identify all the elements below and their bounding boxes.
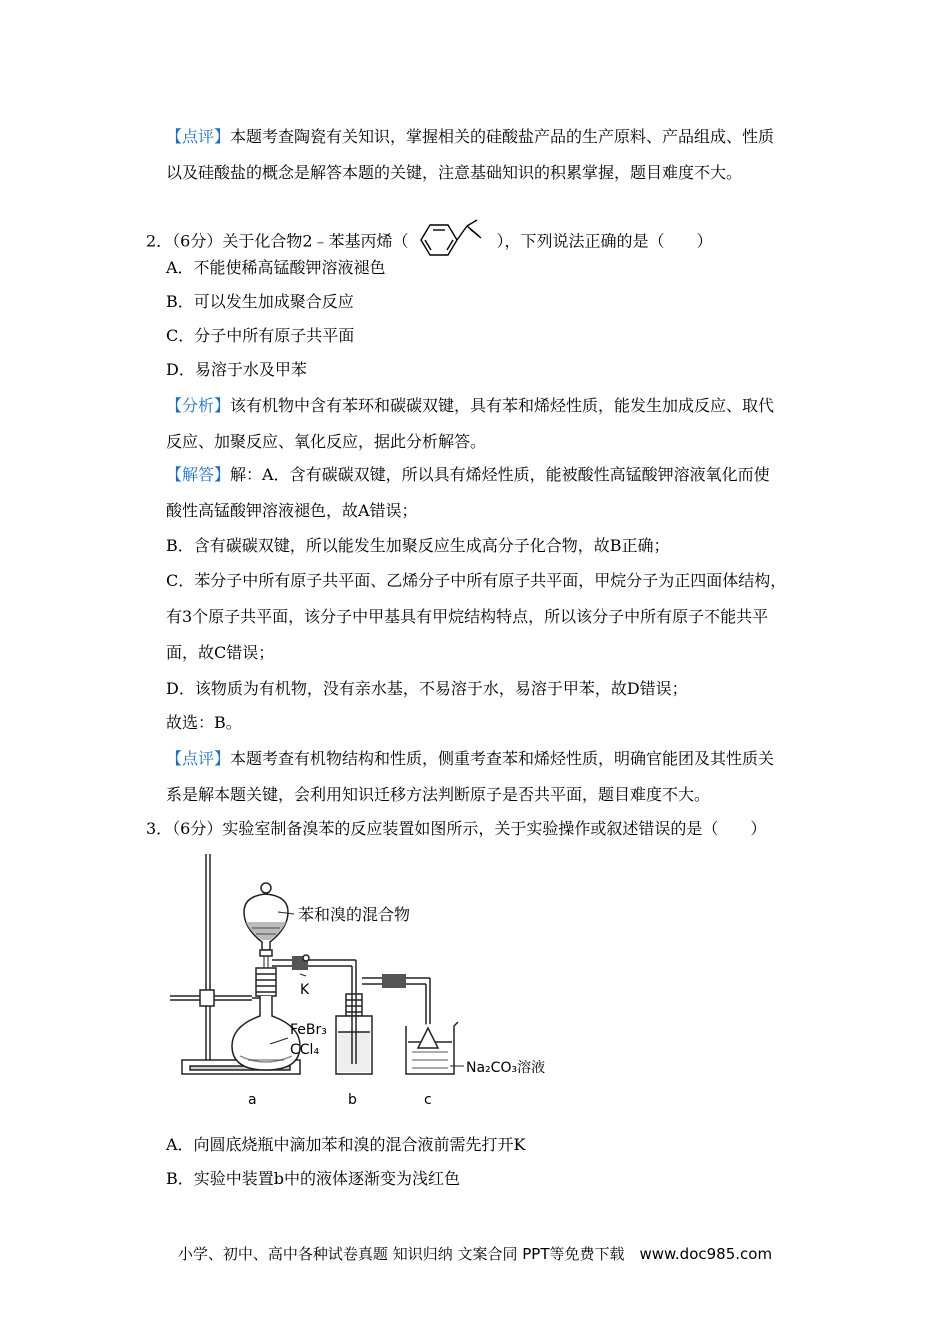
- answer-tag: 【解答】: [166, 465, 231, 484]
- label-ccl4: CCl₄: [290, 1042, 320, 1058]
- q2-review-line-1: 【点评】本题考查有机物结构和性质，侧重考查苯和烯烃性质，明确官能团及其性质关: [166, 749, 775, 768]
- label-c: c: [424, 1092, 432, 1108]
- q2-answer-line-2: 酸性高锰酸钾溶液褪色，故A错误；: [166, 501, 418, 520]
- structure-2-phenylpropene-icon: [409, 218, 497, 258]
- q2-review-line-2: 系是解本题关键，会利用知识迁移方法判断原子是否共平面，题目难度不大。: [166, 785, 711, 804]
- q2-option-c: C．分子中所有原子共平面: [166, 326, 355, 345]
- q2-answer-line-4: C．苯分子中所有原子共平面、乙烯分子中所有原子共平面，甲烷分子为正四面体结构，: [166, 571, 787, 590]
- page-footer: 小学、初中、高中各种试卷真题 知识归纳 文案合同 PPT等免费下载 www.doc985.com: [177, 1245, 773, 1263]
- q2-analysis-line-2: 反应、加聚反应、氧化反应，据此分析解答。: [166, 432, 487, 451]
- bromobenzene-apparatus-diagram: [160, 848, 580, 1110]
- analysis-tag: 【分析】: [166, 396, 231, 415]
- review-tag: 【点评】: [166, 127, 231, 146]
- q2-stem: 2．（6分）关于化合物2﹣苯基丙烯（ ），下列说法正确的是（ ）: [146, 222, 713, 262]
- label-b: b: [348, 1092, 357, 1108]
- q2-analysis-line-1: 【分析】该有机物中含有苯环和碳碳双键，具有苯和烯烃性质，能发生加成反应、取代: [166, 396, 775, 415]
- label-a: a: [248, 1092, 257, 1108]
- q3-stem: 3．（6分）实验室制备溴苯的反应装置如图所示，关于实验操作或叙述错误的是（ ）: [146, 819, 767, 838]
- label-na2co3: Na₂CO₃溶液: [466, 1060, 546, 1076]
- q2-answer-line-8: 故选：B。: [166, 713, 242, 732]
- q2-option-d: D．易溶于水及甲苯: [166, 360, 307, 379]
- review-1-line-1: 【点评】本题考查陶瓷有关知识，掌握相关的硅酸盐产品的生产原料、产品组成、性质: [166, 127, 775, 146]
- q2-answer-line-5: 有3个原子共平面，该分子中甲基具有甲烷结构特点，所以该分子中所有原子不能共平: [166, 607, 769, 626]
- q2-answer-line-6: 面，故C错误；: [166, 643, 275, 662]
- label-k: K: [300, 982, 310, 998]
- q2-answer-line-7: D．该物质为有机物，没有亲水基，不易溶于水，易溶于甲苯，故D错误；: [166, 679, 688, 698]
- q2-option-a: A．不能使稀高锰酸钾溶液褪色: [166, 258, 386, 277]
- q2-answer-line-1: 【解答】解：A．含有碳碳双键，所以具有烯烃性质，能被酸性高锰酸钾溶液氧化而使: [166, 465, 770, 484]
- q2-option-b: B．可以发生加成聚合反应: [166, 292, 354, 311]
- q2-answer-line-3: B．含有碳碳双键，所以能发生加聚反应生成高分子化合物，故B正确；: [166, 536, 670, 555]
- review-1-line-2: 以及硅酸盐的概念是解答本题的关键，注意基础知识的积累掌握，题目难度不大。: [166, 163, 743, 182]
- label-febr3: FeBr₃: [290, 1022, 327, 1038]
- label-mixture: 苯和溴的混合物: [298, 905, 411, 924]
- review-tag: 【点评】: [166, 749, 231, 768]
- q3-option-b: B．实验中装置b中的液体逐渐变为浅红色: [166, 1169, 461, 1188]
- q3-option-a: A．向圆底烧瓶中滴加苯和溴的混合液前需先打开K: [166, 1135, 526, 1154]
